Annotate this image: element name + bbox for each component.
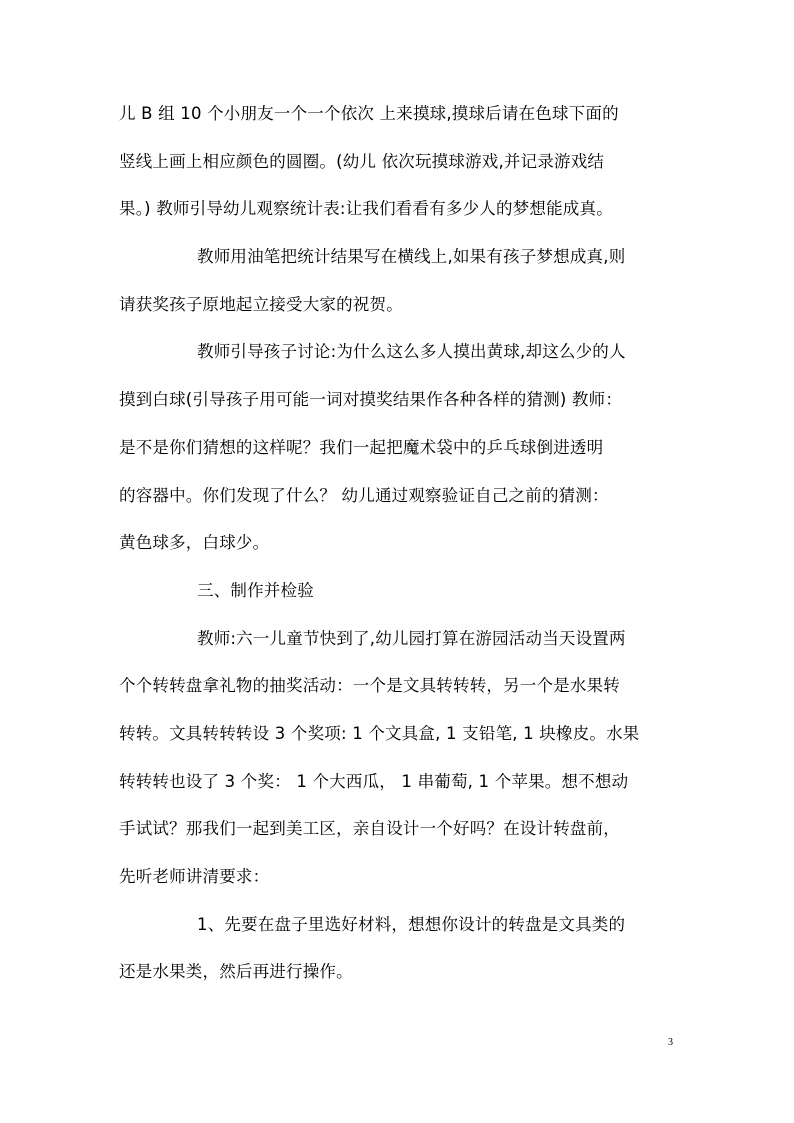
section-heading: 三、制作并检验 xyxy=(197,580,314,600)
paragraph-start-line: 教师用油笔把统计结果写在横线上,如果有孩子梦想成真,则 xyxy=(197,247,626,267)
text-line: 的容器中。你们发现了什么？ 幼儿通过观察验证自己之前的猜测： xyxy=(119,485,609,505)
text-line: 竖线上画上相应颜色的圆圈。(幼儿 依次玩摸球游戏,并记录游戏结 xyxy=(119,151,605,171)
text-line: 是不是你们猜想的这样呢？我们一起把魔术袋中的乒乓球倒进透明 xyxy=(119,437,604,457)
paragraph-start-line: 教师:六一儿童节快到了,幼儿园打算在游园活动当天设置两 xyxy=(197,628,626,648)
text-line: 果。) 教师引导幼儿观察统计表:让我们看看有多少人的梦想能成真。 xyxy=(119,199,613,219)
text-line: 黄色球多，白球少。 xyxy=(119,533,270,553)
text-line: 手试试？那我们一起到美工区，亲自设计一个好吗？在设计转盘前， xyxy=(119,819,620,839)
text-line: 儿 B 组 10 个小朋友一个一个依次 上来摸球,摸球后请在色球下面的 xyxy=(119,104,619,123)
text-line: 个个转转盘拿礼物的抽奖活动：一个是文具转转转，另一个是水果转 xyxy=(119,676,620,696)
text-line: 摸到白球(引导孩子用可能一词对摸奖结果作各种各样的猜测) 教师： xyxy=(119,390,623,410)
text-line: 先听老师讲清要求： xyxy=(119,867,270,886)
text-line: 还是水果类，然后再进行操作。 xyxy=(119,962,353,982)
text-line: 转转转也设了 3 个奖： 1 个大西瓜， 1 串葡萄, 1 个苹果。想不想动 xyxy=(119,771,629,791)
page-number: 3 xyxy=(668,1037,673,1048)
text-line: 转转。文具转转转设 3 个奖项: 1 个文具盒, 1 支铅笔, 1 块橡皮。水果 xyxy=(119,723,640,743)
paragraph-start-line: 教师引导孩子讨论:为什么这么多人摸出黄球,却这么少的人 xyxy=(197,342,626,362)
paragraph-start-line: 1、先要在盘子里选好材料，想想你设计的转盘是文具类的 xyxy=(197,914,626,934)
text-line: 请获奖孩子原地起立接受大家的祝贺。 xyxy=(119,294,403,314)
document-body xyxy=(119,90,679,996)
